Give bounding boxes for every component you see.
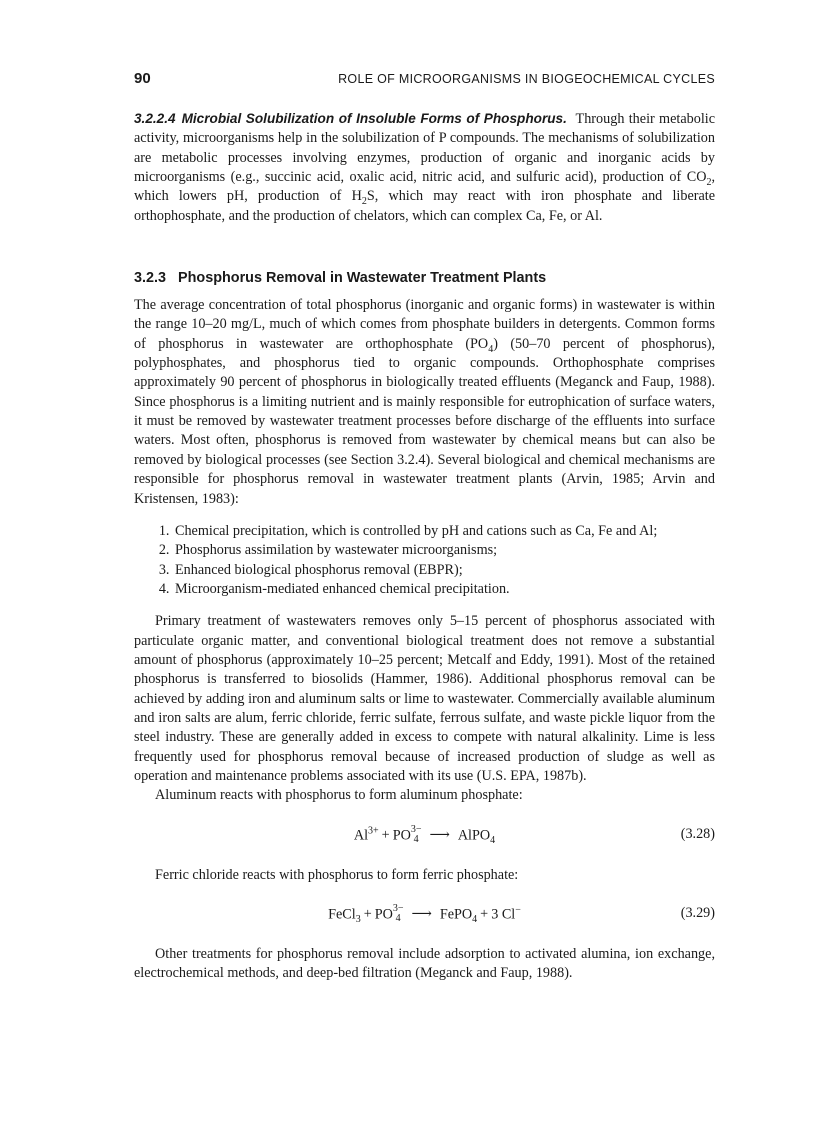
eq329-plus-2: + — [480, 906, 489, 923]
running-title: ROLE OF MICROORGANISMS IN BIOGEOCHEMICAL CYCLES — [338, 72, 715, 86]
eq328-plus: + — [381, 826, 390, 843]
list-item: 2. Phosphorus assimilation by wastewater microorganisms; — [173, 541, 715, 560]
section-323-number: 3.2.3 — [134, 270, 167, 287]
eq328-product-sub: 4 — [490, 834, 496, 846]
eq329-fecl-sub: 3 — [355, 914, 361, 926]
subsection-3224-text-3: S, which may react with iron phosphate and liberate orthophosphate, and the production of chelators, which can complex Ca, Fe, or Al. — [134, 188, 715, 224]
page-header — [134, 70, 715, 87]
equation-3-29-body — [134, 905, 715, 925]
eq329-plus-1: + — [363, 906, 372, 923]
equation-3-28 — [134, 823, 715, 846]
subsection-3224-heading — [134, 111, 567, 126]
eq329-product: FePO — [439, 906, 473, 923]
eq329-po-scripts — [393, 904, 404, 924]
para1-text-a: The average concentration of total phosphorus (inorganic and organic forms) in wastewater is within the range 10–20 mg/L, much of which comes from phosphate builders in detergents. Common forms of phosphorus in wastewater are orthophosphate (PO — [134, 297, 715, 352]
subsection-3224-paragraph — [134, 109, 715, 226]
eq329-chloride-charge: − — [515, 904, 521, 916]
page-number: 90 — [134, 70, 151, 87]
eq328-al: Al — [353, 826, 369, 843]
reaction-arrow-icon: ⟶ — [411, 906, 432, 923]
equation-3-29-number: (3.29) — [680, 905, 715, 921]
eq328-po-sub: 4 — [413, 833, 419, 845]
eq328-po-scripts — [411, 825, 422, 845]
section-323-paragraph-5: Other treatments for phosphorus removal include adsorption to activated alumina, ion exchange, electrochemical methods, and deep-bed filtration (Meganck and Faup, 1988). — [134, 946, 715, 982]
eq328-al-charge: 3+ — [368, 825, 379, 837]
eq329-product-sub: 4 — [472, 914, 478, 926]
equation-3-28-body — [134, 823, 715, 846]
book-page — [134, 70, 715, 984]
eq329-fecl: FeCl — [328, 906, 356, 923]
co2-subscript: 2 — [706, 176, 712, 188]
list-item: 3. Enhanced biological phosphorus removal (EBPR); — [173, 561, 715, 580]
eq329-po-charge: 3− — [392, 903, 404, 914]
section-323-paragraph-3: Aluminum reacts with phosphorus to form aluminum phosphate: — [155, 787, 523, 804]
reaction-arrow-icon: ⟶ — [429, 826, 450, 843]
list-item: 1. Chemical precipitation, which is controlled by pH and cations such as Ca, Fe and Al; — [173, 522, 715, 541]
mechanisms-list — [134, 522, 715, 599]
eq328-po: PO — [392, 826, 411, 843]
section-323-paragraph-4: Ferric chloride reacts with phosphorus to form ferric phosphate: — [155, 866, 519, 883]
subsection-3224-text-1: Through their metabolic activity, microorganisms help in the solubilization of P compounds. The mechanisms of solubilization are metabolic processes involving enzymes, production of organic and inorganic acids by microorganisms (e.g., succinic acid, oxalic acid, nitric acid, and sulfuric acid), production of CO — [134, 111, 715, 186]
subsection-3224-number: 3.2.2.4 — [134, 111, 176, 126]
subsection-3224-title: Microbial Solubilization of Insoluble Forms of Phosphorus. — [181, 111, 567, 126]
eq328-product: AlPO — [457, 826, 491, 843]
eq328-po-charge: 3− — [410, 823, 422, 835]
eq329-po: PO — [374, 906, 393, 923]
section-323-heading — [134, 270, 715, 286]
list-item: 4. Microorganism-mediated enhanced chemical precipitation. — [173, 580, 715, 599]
po4-subscript: 4 — [488, 343, 494, 355]
section-323-title: Phosphorus Removal in Wastewater Treatment Plants — [178, 270, 547, 287]
section-323-paragraph-2: Primary treatment of wastewaters removes only 5–15 percent of phosphorus associated with particulate organic matter, and conventional biological treatment does not remove a substantial amount of phosphorus (approximately 10–25 percent; Metcalf and Eddy, 1991). Most of the retained phosphorus is transferred to biosolids (Hammer, 1986). Additional phosphorus removal can be achieved by adding iron and aluminum salts or lime to wastewater. Commercially available aluminum and iron salts are alum, ferric chloride, ferric sulfate, ferrous sulfate, and waste pickle liquor from the steel industry. These are generally added in excess to compete with natural alkalinity. Lime is less frequently used for phosphorus removal because of increased production of sludge as well as operation and maintenance problems associated with its use (U.S. EPA, 1987b). — [134, 613, 715, 784]
subsection-3224-text-2: , which lowers pH, production of H — [134, 169, 715, 205]
equation-3-29 — [134, 905, 715, 925]
section-323-paragraph-1 — [134, 296, 715, 509]
para1-text-b: ) (50–70 percent of phosphorus), polyphosphates, and phosphorus tied to organic compounds. Orthophosphate comprises approximately 90 percent of phosphorus in biologically treated effluents (Meganck and Faup, 1988). Since phosphorus is a limiting nutrient and is mainly responsible for eutrophication of surface waters, it must be removed by wastewater treatment processes before discharge of the effluents into surface waters. Most often, phosphorus is removed from wastewater by chemical means but can also be removed by biological processes (see Section 3.2.4). Several biological and chemical mechanisms are responsible for phosphorus removal in wastewater treatment plants (Arvin, 1985; Arvin and Kristensen, 1983): — [134, 335, 715, 507]
h2s-subscript: 2 — [361, 196, 367, 208]
eq329-po-sub: 4 — [395, 913, 401, 924]
equation-3-28-number: (3.28) — [680, 825, 715, 842]
eq329-chloride: 3 Cl — [491, 906, 516, 923]
